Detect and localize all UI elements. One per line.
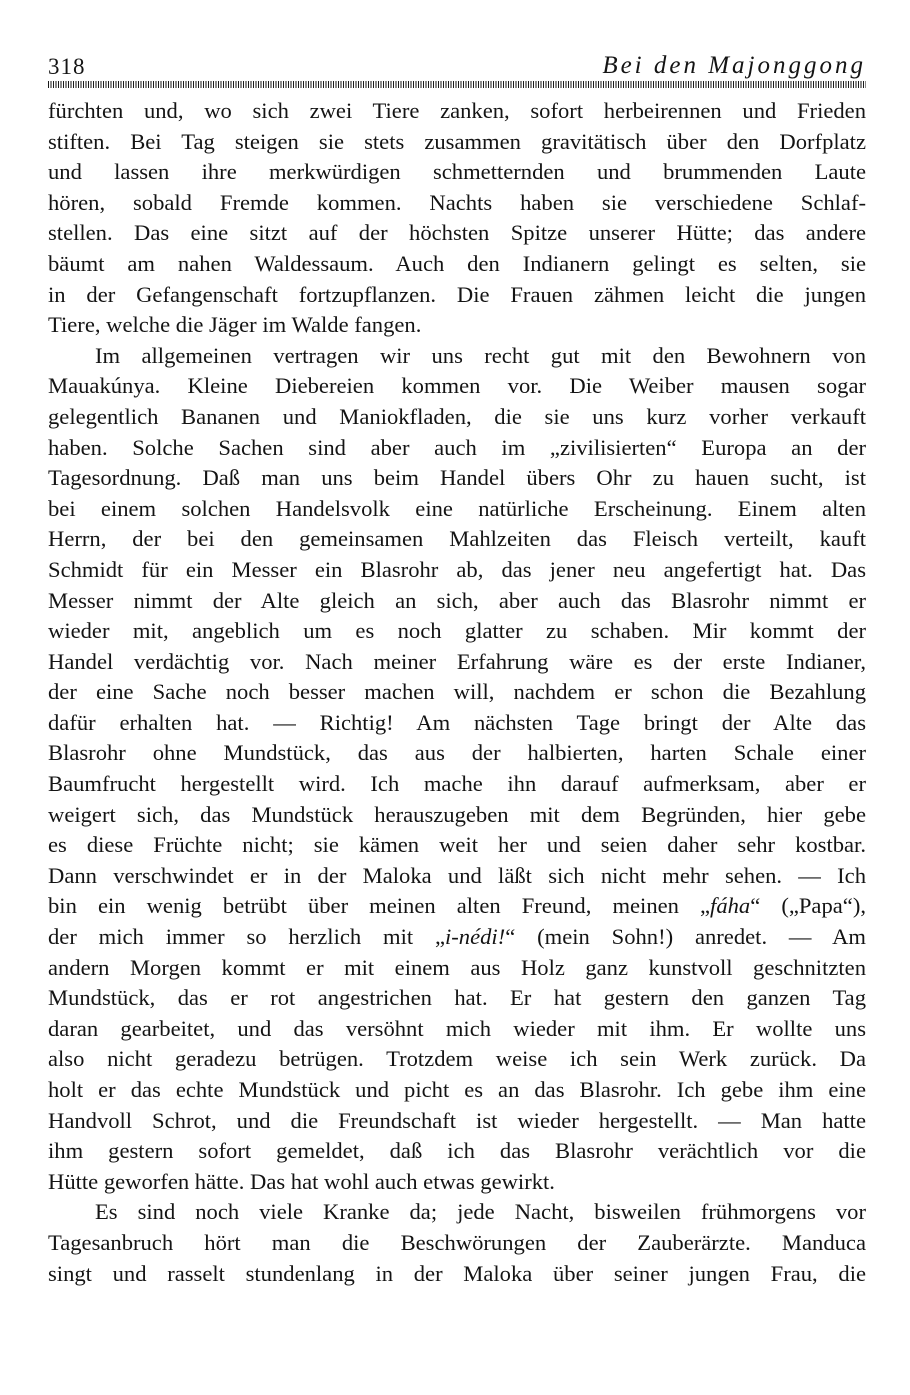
- text-line: Handvoll Schrot, und die Freundschaft ist wieder hergestellt. — Man hatte: [48, 1107, 866, 1133]
- text-line: bäumt am nahen Waldessaum. Auch den Indianern gelingt es selten, sie: [48, 250, 866, 276]
- text-line: wieder mit, angeblich um es noch glatter zu schaben. Mir kommt der: [48, 618, 866, 644]
- text-line: Im allgemeinen vertragen wir uns recht gut mit den Bewohnern von: [95, 342, 866, 368]
- text-line: Tagesordnung. Daß man uns beim Handel übers Ohr zu hauen sucht, ist: [48, 465, 866, 491]
- text-line: bei einem solchen Handelsvolk eine natürliche Erscheinung. Einem alten: [48, 495, 866, 521]
- text-line: stiften. Bei Tag steigen sie stets zusammen gravitätisch über den Dorfplatz: [48, 128, 866, 154]
- text-fragment: “ („Papa“),: [750, 893, 866, 919]
- text-line: stellen. Das eine sitzt auf der höchsten Spitze unserer Hütte; das andere: [48, 220, 866, 246]
- text-line: Hütte geworfen hätte. Das hat wohl auch etwas gewirkt.: [48, 1168, 555, 1194]
- text-line: singt und rasselt stundenlang in der Maloka über seiner jungen Frau, die: [48, 1260, 866, 1286]
- text-line: daran gearbeitet, und das versöhnt mich wieder mit ihm. Er wollte uns: [48, 1015, 866, 1041]
- text-line: Blasrohr ohne Mundstück, das aus der halbierten, harten Schale einer: [48, 740, 866, 766]
- italic-word: i-nédi!: [445, 924, 506, 950]
- text-fragment: der mich immer so herzlich mit „: [48, 924, 445, 950]
- text-line: in der Gefangenschaft fortzupflanzen. Die Frauen zähmen leicht die jungen: [48, 281, 866, 307]
- header-rule: [48, 81, 866, 88]
- text-line: [48, 891, 866, 922]
- text-line: [48, 922, 866, 953]
- text-line: und lassen ihre merkwürdigen schmetternden und brummenden Laute: [48, 159, 866, 185]
- text-line: fürchten und, wo sich zwei Tiere zanken, sofort herbeirennen und Frieden: [48, 98, 866, 123]
- text-line: also nicht geradezu betrügen. Trotzdem weise ich sein Werk zurück. Da: [48, 1046, 866, 1072]
- text-line: Messer nimmt der Alte gleich an sich, aber auch das Blasrohr nimmt er: [48, 587, 866, 613]
- text-fragment: bin ein wenig betrübt über meinen alten Freund, meinen „: [48, 893, 711, 919]
- text-fragment: “ (mein Sohn!) anredet. — Am: [505, 924, 866, 950]
- text-line: holt er das echte Mundstück und picht es an das Blasrohr. Ich gebe ihm eine: [48, 1077, 866, 1102]
- text-line: Tagesanbruch hört man die Beschwörungen der Zauberärzte. Manduca: [48, 1229, 866, 1255]
- body-text: [48, 96, 866, 1289]
- page-header: [48, 50, 866, 86]
- text-line: es diese Früchte nicht; sie kämen weit her und seien daher sehr kostbar.: [48, 832, 866, 858]
- text-line: Dann verschwindet er in der Maloka und läßt sich nicht mehr sehen. — Ich: [48, 862, 866, 888]
- text-line: hören, sobald Fremde kommen. Nachts haben sie verschiedene Schlaf-: [48, 189, 866, 215]
- text-line: haben. Solche Sachen sind aber auch im „zivilisierten“ Europa an der: [48, 434, 866, 460]
- text-line: Baumfrucht hergestellt wird. Ich mache ihn darauf aufmerksam, aber er: [48, 771, 866, 797]
- running-title: Bei den Majonggong: [602, 52, 866, 79]
- book-page: [48, 50, 866, 1289]
- text-line: ihm gestern sofort gemeldet, daß ich das Blasrohr verächtlich vor die: [48, 1138, 866, 1164]
- text-line: andern Morgen kommt er mit einem aus Holz ganz kunstvoll geschnitzten: [48, 954, 866, 980]
- text-line: dafür erhalten hat. — Richtig! Am nächsten Tage bringt der Alte das: [48, 709, 866, 735]
- text-line: gelegentlich Bananen und Maniokfladen, die sie uns kurz vorher verkauft: [48, 403, 866, 429]
- italic-word: fáha: [710, 893, 751, 919]
- text-line: Tiere, welche die Jäger im Walde fangen.: [48, 312, 422, 338]
- text-line: weigert sich, das Mundstück herauszugeben mit dem Begründen, hier gebe: [48, 801, 866, 827]
- text-line: der eine Sache noch besser machen will, nachdem er schon die Bezahlung: [48, 679, 866, 705]
- text-line: Handel verdächtig vor. Nach meiner Erfahrung wäre es der erste Indianer,: [48, 648, 866, 674]
- text-line: Mundstück, das er rot angestrichen hat. Er hat gestern den ganzen Tag: [48, 985, 866, 1011]
- text-line: Es sind noch viele Kranke da; jede Nacht, bisweilen frühmorgens vor: [95, 1199, 866, 1225]
- page-number: 318: [48, 54, 86, 79]
- text-line: Mauakúnya. Kleine Diebereien kommen vor. Die Weiber mausen sogar: [48, 373, 866, 399]
- text-line: Herrn, der bei den gemeinsamen Mahlzeiten das Fleisch verteilt, kauft: [48, 526, 866, 552]
- text-line: Schmidt für ein Messer ein Blasrohr ab, das jener neu angefertigt hat. Das: [48, 556, 866, 582]
